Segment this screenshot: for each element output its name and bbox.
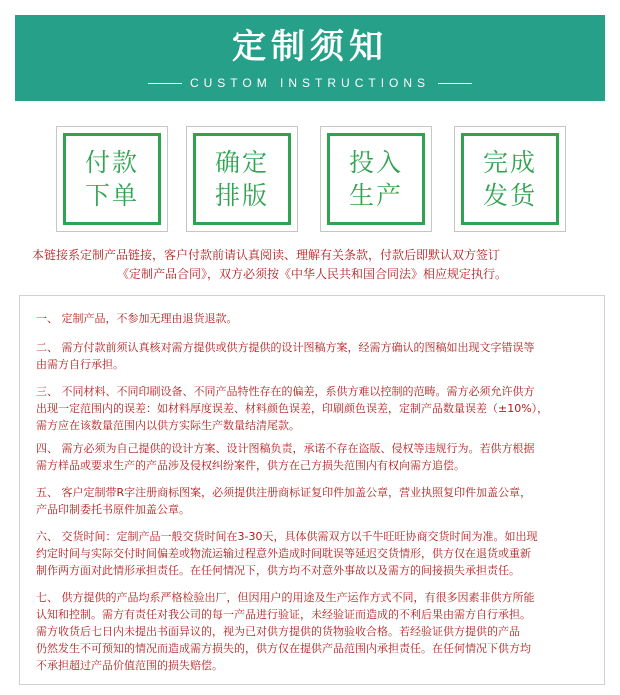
page-subtitle-row [15,76,605,90]
step-label [215,146,269,212]
step-label-line1: 完成 [482,148,537,177]
term-item [36,383,592,434]
term-line: 七、 供方提供的产品均系严格检验出厂，但因用户的用途及生产运作方式不同，有很多因素非供方所能 [36,591,535,604]
step-label [483,146,537,212]
step-frame [461,133,559,225]
term-line: 不承担超过产品价值范围的损失赔偿。 [36,659,223,672]
term-line: 约定时间与实际交付时间偏差或物流运输过程意外造成时间耽误等延迟交货情形，供方仅在退货或重新 [36,547,531,560]
term-item [36,528,592,579]
step-label [85,146,139,212]
step-label-line1: 投入 [348,148,403,177]
term-item [36,440,592,474]
step-label-line2: 排版 [214,181,269,210]
term-line: 二、 需方付款前须认真核对需方提供或供方提供的设计图稿方案，经需方确认的图稿如出现文字错误等 [36,341,535,354]
step-pay-order [56,126,168,232]
term-line: 需方应在该数量范围内以供方实际生产数量结清尾款。 [36,419,300,432]
intro-line: 本链接系定制产品链接，客户付款前请认真阅读、理解有关条款，付款后即默认双方签订 [32,248,501,262]
term-line: 制作两方面对此情形承担责任。在任何情况下，供方均不对意外事故以及需方的间接损失承担责任。 [36,564,520,577]
term-line: 需方收货后七日内未提出书面异议的，视为已对供方提供的货物验收合格。若经验证供方提供的产品 [36,625,520,638]
step-frame [327,133,425,225]
step-frame [193,133,291,225]
step-label [349,146,403,212]
step-frame [63,133,161,225]
step-label-line1: 确定 [214,148,269,177]
page-title: 定制须知 [232,27,388,67]
term-line: 由需方自行承担。 [36,358,124,371]
term-line: 五、 客户定制带R字注册商标图案，必须提供注册商标证复印件加盖公章，营业执照复印件加盖公章， [36,486,532,499]
step-production [320,126,432,232]
step-label-line2: 下单 [84,181,139,210]
step-label-line1: 付款 [84,148,139,177]
terms-box [19,295,605,685]
step-shipping [454,126,566,232]
term-line: 产品印制委托书原件加盖公章。 [36,503,190,516]
intro-notice [32,246,592,284]
term-item [36,589,592,674]
term-line: 仍然发生不可预知的情况而造成需方损失的，供方仅在提供产品范围内承担责任。在任何情况下供方均 [36,642,531,655]
term-line: 三、 不同材料、不同印刷设备、不同产品特性存在的偏差，系供方难以控制的范畴。需方必须允许供方 [36,385,535,398]
header-banner [15,15,605,101]
term-line: 六、 交货时间：定制产品一般交货时间在3-30天，具体供需双方以千牛旺旺协商交货时间为准。如出现 [36,530,538,543]
term-item [36,310,592,327]
term-line: 需方样品或要求生产的产品涉及侵权纠纷案件，供方在己方损失范围内有权向需方追偿。 [36,459,465,472]
term-line: 出现一定范围内的误差：如材料厚度误差、材料颜色误差，印刷颜色误差，定制产品数量误差（±10%）， [36,402,549,415]
page-subtitle: CUSTOM INSTRUCTIONS [189,76,431,90]
step-label-line2: 发货 [482,181,537,210]
term-line: 四、 需方必须为自己提供的设计方案、设计图稿负责，承诺不存在盗版、侵权等违规行为。若供方根据 [36,442,535,455]
step-label-line2: 生产 [348,181,403,210]
subtitle-divider-left [148,83,182,84]
term-item [36,339,592,373]
intro-line: 《定制产品合同》，双方必须按《中华人民共和国合同法》相应规定执行。 [116,267,507,281]
term-line: 一、 定制产品，不参加无理由退货退款。 [36,312,238,325]
subtitle-divider-right [438,83,472,84]
term-line: 认知和控制。需方有责任对我公司的每一产品进行验证，未经验证而造成的不利后果由需方自行承担。 [36,608,531,621]
step-confirm-layout [186,126,298,232]
term-item [36,484,592,518]
